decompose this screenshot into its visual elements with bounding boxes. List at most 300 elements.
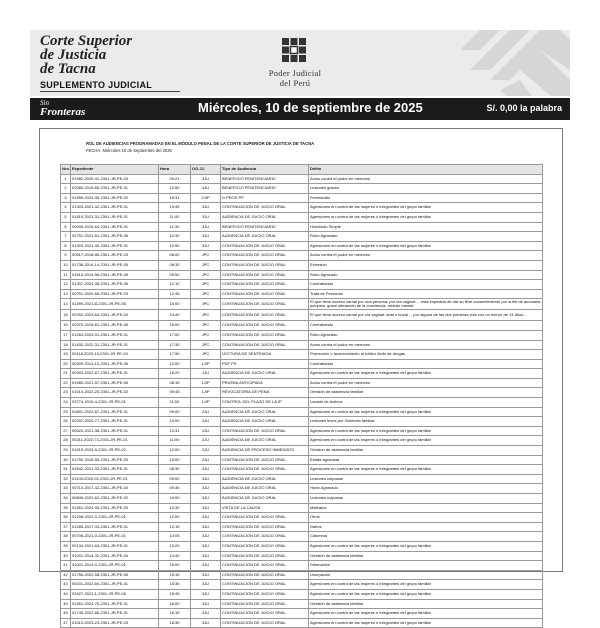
table-cell: Agresiones en contra de las mujeres o integrantes del grupo familiar xyxy=(309,436,543,446)
sin-label: Sin xyxy=(40,99,49,107)
table-row xyxy=(61,513,543,523)
table-cell: 21 xyxy=(61,369,71,379)
table-cell: 6 xyxy=(61,222,71,232)
table-cell: 1JU xyxy=(191,369,221,379)
paper-title-line: de Justicia xyxy=(40,47,107,63)
pj-name-line: Poder Judicial xyxy=(268,68,322,78)
table-row xyxy=(61,551,543,561)
table-cell: 3JU xyxy=(191,212,221,222)
table-cell: CONTINUACION DE JUICIO ORAL xyxy=(221,251,309,261)
table-cell: 01361-2024-75-2301-JR-PE-01 xyxy=(71,599,159,609)
table-cell: CONTINUACION DE JUICIO ORAL xyxy=(221,426,309,436)
column-header: Nro. xyxy=(61,165,71,175)
table-row xyxy=(61,417,543,427)
table-cell: 43 xyxy=(61,580,71,590)
table-cell: 2JU xyxy=(191,436,221,446)
paper-title-line: de Tacna xyxy=(40,61,96,77)
table-cell: AUDIENCIA DE JUICIO ORAL xyxy=(221,494,309,504)
table-cell: CONTINUACION DE JUICIO ORAL xyxy=(221,618,309,628)
supplement-label: SUPLEMENTO JUDICIAL xyxy=(40,80,153,90)
table-cell: CONTINUACION DE JUICIO ORAL xyxy=(221,330,309,340)
table-cell: CONTINUACION DE JUICIO ORAL xyxy=(221,299,309,310)
document-title: ROL DE AUDIENCIAS PROGRAMADAS EN EL MÓDULO PENAL DE LA CORTE SUPERIOR DE JUSTICIA DE TACNA xyxy=(86,141,315,146)
table-cell: 01519-2024-5-2301-JR-PE-02 xyxy=(71,446,159,456)
table-cell: Estafa agravada xyxy=(309,455,543,465)
table-row xyxy=(61,203,543,213)
table-cell: JPC xyxy=(191,260,221,270)
table-cell: 3JU xyxy=(191,561,221,571)
table-row xyxy=(61,359,543,369)
table-cell: AUDIENCIA DE JUICIO ORAL xyxy=(221,474,309,484)
table-cell: 23 xyxy=(61,388,71,398)
table-cell: 11:30 xyxy=(159,222,191,232)
table-cell: Agresiones en contra de las mujeres o integrantes del grupo familiar xyxy=(309,465,543,475)
table-cell: 33 xyxy=(61,484,71,494)
table-row xyxy=(61,369,543,379)
table-row xyxy=(61,455,543,465)
hearings-table xyxy=(60,164,543,628)
table-cell: VISTA DE LA CAUSA xyxy=(221,503,309,513)
table-cell: CONTINUACION DE JUICIO ORAL xyxy=(221,321,309,331)
table-cell: 15:30 xyxy=(159,580,191,590)
table-row xyxy=(61,270,543,280)
table-cell: 01432-2022-31-2301-JR-PE-01 xyxy=(71,340,159,350)
table-cell: 11 xyxy=(61,270,71,280)
table-row xyxy=(61,378,543,388)
table-cell: Agresiones en contra de las mujeres o integrantes del grupo familiar xyxy=(309,589,543,599)
table-cell: 10:31 xyxy=(159,426,191,436)
table-cell: 10 xyxy=(61,260,71,270)
table-cell: 01999-2024-35-2301-JR-PE-02 xyxy=(71,193,159,203)
table-cell: CONTINUACION DE JUICIO ORAL xyxy=(221,203,309,213)
table-cell: 01001-2014-0-2301-JR-PE-01 xyxy=(71,561,159,571)
table-cell: CONTINUACION DE JUICIO ORAL xyxy=(221,541,309,551)
table-cell: JPC xyxy=(191,280,221,290)
table-cell: Robo Agravado xyxy=(309,232,543,242)
table-cell: 01745-2022-66-2301-JR-PE-01 xyxy=(71,609,159,619)
table-cell: 3JU xyxy=(191,513,221,523)
table-cell: 01738-2014-14-2301-JR-PE-05 xyxy=(71,260,159,270)
table-cell: 2JU xyxy=(191,417,221,427)
table-cell: Daños xyxy=(309,522,543,532)
table-cell: Homicidio Simple xyxy=(309,222,543,232)
table-cell: 01208-2022-0-2301-JR-PE-01 xyxy=(71,513,159,523)
table-row xyxy=(61,222,543,232)
table-cell: 3JU xyxy=(191,494,221,504)
table-row xyxy=(61,289,543,299)
table-row xyxy=(61,184,543,194)
table-cell: AUDIENCIA DE JUICIO ORAL xyxy=(221,407,309,417)
table-row xyxy=(61,398,543,408)
table-row xyxy=(61,350,543,360)
table-cell: 3JU xyxy=(191,484,221,494)
column-header: OO.JJ. xyxy=(191,165,221,175)
table-row xyxy=(61,426,543,436)
table-cell: CONTINUACION DE JUICIO ORAL xyxy=(221,589,309,599)
table-cell: Trata de Personas xyxy=(309,289,543,299)
table-cell: 17:50 xyxy=(159,350,191,360)
table-cell: Agresiones en contra de las mujeres o integrantes del grupo familiar xyxy=(309,407,543,417)
table-cell: 2 xyxy=(61,184,71,194)
table-cell: CONTINUACION DE JUICIO ORAL xyxy=(221,455,309,465)
table-cell: 2JU xyxy=(191,446,221,456)
table-cell: CONTINUACION DE JUICIO ORAL xyxy=(221,310,309,321)
table-cell: Otros xyxy=(309,513,543,523)
table-cell: 15:15 xyxy=(159,570,191,580)
table-cell: 09:00 xyxy=(159,407,191,417)
table-cell: 10:00 xyxy=(159,417,191,427)
table-cell: LECTURA DE SENTENCIA xyxy=(221,350,309,360)
table-cell: 3JU xyxy=(191,570,221,580)
table-cell: 3JU xyxy=(191,232,221,242)
table-cell: Lesiones culposas xyxy=(309,474,543,484)
table-cell: 01010-2023-23-2301-JR-PE-03 xyxy=(71,618,159,628)
table-cell: 00431-2022-60-2301-JR-PE-01 xyxy=(71,580,159,590)
table-cell: JPC xyxy=(191,330,221,340)
table-cell: CONTROL DEL PLAZO DE LA IP xyxy=(221,398,309,408)
table-cell: JPC xyxy=(191,310,221,321)
table-cell: CONTINUACION DE JUICIO ORAL xyxy=(221,570,309,580)
table-cell: 12:00 xyxy=(159,359,191,369)
table-cell: CONTINUACION DE JUICIO ORAL xyxy=(221,260,309,270)
table-cell: 20 xyxy=(61,359,71,369)
table-cell: 00517-2018-86-2301-JR-PE-03 xyxy=(71,251,159,261)
column-header: Tipo de Audiencia xyxy=(221,165,309,175)
table-cell: 01264-2023-91-2301-JR-PE-01 xyxy=(71,330,159,340)
table-cell: 3JU xyxy=(191,522,221,532)
table-cell: Agresiones en contra de las mujeres o integrantes del grupo familiar xyxy=(309,609,543,619)
table-cell: JPC xyxy=(191,350,221,360)
masthead xyxy=(30,30,570,96)
table-cell: 00134-2021-63-2301-JR-PE-01 xyxy=(71,541,159,551)
paper-title-line: Corte Superior xyxy=(40,33,133,49)
table-cell: 1JIP xyxy=(191,398,221,408)
table-cell: 5 xyxy=(61,212,71,222)
table-cell: 01610-2014-96-2301-JR-PE-05 xyxy=(71,270,159,280)
table-cell: 09:21 xyxy=(159,174,191,184)
table-cell: 3JU xyxy=(191,203,221,213)
table-cell: Contrabando xyxy=(309,359,543,369)
table-cell: 3JU xyxy=(191,503,221,513)
table-cell: JPC xyxy=(191,340,221,350)
table-row xyxy=(61,532,543,542)
table-cell: CONTINUACION DE JUICIO ORAL xyxy=(221,599,309,609)
table-cell: AUDIENCIA DE JUICIO ORAL xyxy=(221,417,309,427)
table-cell: BENEFICIO PENITENCIARIO xyxy=(221,222,309,232)
poder-judicial-logo-icon xyxy=(280,36,308,64)
table-cell: 14:40 xyxy=(159,551,191,561)
table-cell: 2JU xyxy=(191,455,221,465)
table-cell: Promoción o favorecimiento al tráfico ilícito de drogas xyxy=(309,350,543,360)
table-cell: Robo Agravado xyxy=(309,270,543,280)
decorative-pattern xyxy=(460,30,570,96)
table-cell: 01810-2023-31-2301-JR-PE-01 xyxy=(71,212,159,222)
table-cell: REVOCATORIA DE PENA xyxy=(221,388,309,398)
table-cell: 19 xyxy=(61,350,71,360)
table-cell: 15:00 xyxy=(159,455,191,465)
table-row xyxy=(61,436,543,446)
paper-title xyxy=(40,34,132,76)
table-cell: BENEFICIO PENITENCIARIO xyxy=(221,184,309,194)
table-cell: Agresiones en contra de las mujeres o integrantes del grupo familiar xyxy=(309,618,543,628)
table-cell: 12:50 xyxy=(159,184,191,194)
table-cell: CONTINUACION DE JUICIO ORAL xyxy=(221,340,309,350)
table-cell: 4 xyxy=(61,203,71,213)
table-cell: 10:30 xyxy=(159,503,191,513)
column-header: Delito xyxy=(309,165,543,175)
table-cell: Hurto Agravado xyxy=(309,484,543,494)
table-cell: 08:00 xyxy=(159,251,191,261)
table-cell: 8 xyxy=(61,241,71,251)
table-cell: 30 xyxy=(61,455,71,465)
table-cell: AUDIENCIA DE JUICIO ORAL xyxy=(221,436,309,446)
table-cell: 02080-2015-65-2301-JR-PE-01 xyxy=(71,184,159,194)
table-row xyxy=(61,193,543,203)
table-cell: CONTINUACION DE JUICIO ORAL xyxy=(221,522,309,532)
table-cell: Omisión de asistencia familiar xyxy=(309,551,543,561)
table-cell: JPC xyxy=(191,299,221,310)
table-cell: 27 xyxy=(61,426,71,436)
table-cell: Omisión de asistencia familiar xyxy=(309,446,543,456)
table-row xyxy=(61,340,543,350)
table-cell: 01285-2017-43-2301-JR-PE-01 xyxy=(71,522,159,532)
table-cell: 14 xyxy=(61,299,71,310)
table-row xyxy=(61,589,543,599)
table-cell: 01756-2022-58-2301-JR-PE-06 xyxy=(71,570,159,580)
table-cell: 18 xyxy=(61,340,71,350)
table-cell: 3JU xyxy=(191,174,221,184)
table-cell: 12:50 xyxy=(159,241,191,251)
table-cell: El que tiene acceso carnal por una persona, por vía vaginal ... está impedida de dar su libre consentimiento por sufrir de anomalía psíquica, grave alteración de la conciencia, retardo mental xyxy=(309,299,543,310)
table-row xyxy=(61,561,543,571)
table-cell: AUDIENCIA DE JUICIO ORAL xyxy=(221,212,309,222)
table-cell: 00211-2022-74-2301-JR-PE-01 xyxy=(71,436,159,446)
table-cell: 16 xyxy=(61,321,71,331)
table-cell: 12:15 xyxy=(159,522,191,532)
table-cell: D PROS PP xyxy=(221,193,309,203)
table-cell: 08:30 xyxy=(159,465,191,475)
table-cell: 4JU xyxy=(191,184,221,194)
table-cell: 09:30 xyxy=(159,484,191,494)
table-cell: AUDIENCIA DE PROCESO INMEDIATO xyxy=(221,446,309,456)
table-cell: 13:05 xyxy=(159,532,191,542)
table-cell: 3JU xyxy=(191,465,221,475)
table-cell: 16:00 xyxy=(159,599,191,609)
table-cell: 01105-2020-92-2301-JR-PE-01 xyxy=(71,474,159,484)
table-cell: JPC xyxy=(191,289,221,299)
table-cell: 11:00 xyxy=(159,436,191,446)
table-cell: El que tiene acceso carnal por vía vaginal, anal o bucal ... por alguna de las dos primeras vías con un menor de 14 años... xyxy=(309,310,543,321)
table-cell: Actos contra el pudor en menores xyxy=(309,340,543,350)
table-cell: 15:45 xyxy=(159,589,191,599)
table-cell: 3JU xyxy=(191,609,221,619)
table-cell: 01542-2021-32-2301-JR-PE-01 xyxy=(71,465,159,475)
table-cell: JPC xyxy=(191,270,221,280)
table-cell: 11:00 xyxy=(159,398,191,408)
table-row xyxy=(61,503,543,513)
table-row xyxy=(61,580,543,590)
table-cell: Extorsión xyxy=(309,260,543,270)
table-cell: Lavado de Activos xyxy=(309,398,543,408)
table-cell: Omisión de asistencia familiar xyxy=(309,599,543,609)
table-cell: 2JIP xyxy=(191,193,221,203)
table-cell: 01014-2022-23-2301-JR-PE-02 xyxy=(71,388,159,398)
table-cell: 00370-2015-61-2301-JR-PE-05 xyxy=(71,321,159,331)
table-cell: 00309-2014-10-2301-JR-PE-06 xyxy=(71,359,159,369)
table-cell: 29 xyxy=(61,446,71,456)
table-cell: 00303-2022-67-2301-JR-PE-01 xyxy=(71,369,159,379)
issue-date: Miércoles, 10 de septiembre de 2025 xyxy=(198,100,423,115)
table-cell: 15:31 xyxy=(159,193,191,203)
table-cell: 3JU xyxy=(191,599,221,609)
column-header: Expediente xyxy=(71,165,159,175)
table-cell: 38 xyxy=(61,532,71,542)
table-cell: Omisión de asistencia familiar xyxy=(309,388,543,398)
table-row xyxy=(61,465,543,475)
table-row xyxy=(61,446,543,456)
table-cell: 03774-2015-4-2301-JR-PE-01 xyxy=(71,398,159,408)
table-cell: JPC xyxy=(191,321,221,331)
table-cell: 01303-2021-42-2301-JR-PE-01 xyxy=(71,203,159,213)
table-cell: 00710-2017-42-2301-JR-PE-04 xyxy=(71,484,159,494)
table-cell: 1 xyxy=(61,174,71,184)
price-label: S/. 0,00 la palabra xyxy=(486,103,562,113)
table-cell: 16:30 xyxy=(159,618,191,628)
table-cell: 42 xyxy=(61,570,71,580)
table-cell: PRUEBA ANTICIPADA xyxy=(221,378,309,388)
table-row xyxy=(61,174,543,184)
table-row xyxy=(61,609,543,619)
table-cell: Actos contra el pudor en menores xyxy=(309,378,543,388)
table-row xyxy=(61,484,543,494)
table-cell: 17:30 xyxy=(159,340,191,350)
table-row xyxy=(61,260,543,270)
table-cell: Contrabando xyxy=(309,321,543,331)
table-row xyxy=(61,330,543,340)
table-cell: 09:50 xyxy=(159,270,191,280)
table-cell: 00337-2020-77-2301-JR-PE-01 xyxy=(71,417,159,427)
sin-fronteras-logo xyxy=(40,99,85,117)
table-cell: 00849-2022-62-2301-JR-PE-02 xyxy=(71,494,159,504)
table-row xyxy=(61,541,543,551)
table-cell: 3JU xyxy=(191,541,221,551)
table-cell: Agresiones en contra de las mujeres o integrantes del grupo familiar xyxy=(309,241,543,251)
table-cell: 00708-2021-0-2301-JR-PE-01 xyxy=(71,532,159,542)
table-cell: Agresiones en contra de las mujeres o integrantes del grupo familiar xyxy=(309,203,543,213)
table-cell: 12:10 xyxy=(159,280,191,290)
table-cell: 45 xyxy=(61,599,71,609)
table-cell: Maltratos xyxy=(309,503,543,513)
table-cell: 12:00 xyxy=(159,513,191,523)
table-cell: 15 xyxy=(61,310,71,321)
table-cell: Actos contra el pudor en menores xyxy=(309,251,543,261)
table-cell: 25 xyxy=(61,407,71,417)
table-cell: 3JU xyxy=(191,589,221,599)
table-cell: Actos contra el pudor en menores xyxy=(309,174,543,184)
table-cell: 37 xyxy=(61,522,71,532)
table-cell: 31 xyxy=(61,465,71,475)
table-cell: 17 xyxy=(61,330,71,340)
table-cell: CONTINUACION DE JUICIO ORAL xyxy=(221,561,309,571)
table-cell: 3JU xyxy=(191,222,221,232)
table-cell: 13 xyxy=(61,289,71,299)
table-cell: JPC xyxy=(191,251,221,261)
table-cell: 10:00 xyxy=(159,494,191,504)
table-row xyxy=(61,212,543,222)
table-cell: 2JU xyxy=(191,407,221,417)
table-row xyxy=(61,310,543,321)
table-cell: PDF PS xyxy=(221,359,309,369)
table-cell: 01980-2021-57-2301-JR-PE-06 xyxy=(71,378,159,388)
table-cell: Agresiones en contra de las mujeres o integrantes del grupo familiar xyxy=(309,212,543,222)
table-cell: CONTINUACION DE JUICIO ORAL xyxy=(221,280,309,290)
table-cell: 03427-2021-1-2301-JR-PE-06 xyxy=(71,589,159,599)
table-cell: 00891-2022-87-2301-JR-PE-01 xyxy=(71,407,159,417)
table-cell: 2JU xyxy=(191,426,221,436)
table-cell: 14:40 xyxy=(159,310,191,321)
table-cell: Difamación xyxy=(309,561,543,571)
table-row xyxy=(61,251,543,261)
table-cell: 1JIP xyxy=(191,359,221,369)
table-cell: CONTINUACION DE JUICIO ORAL xyxy=(221,465,309,475)
table-cell: AUDIENCIA DE JUICIO ORAL xyxy=(221,484,309,494)
table-cell: 44 xyxy=(61,589,71,599)
fronteras-label: Fronteras xyxy=(40,106,86,118)
table-row xyxy=(61,299,543,310)
table-cell: 11:00 xyxy=(159,212,191,222)
table-row xyxy=(61,280,543,290)
table-cell: 01982-2020-41-2301-JR-PE-03 xyxy=(71,174,159,184)
table-cell: 39 xyxy=(61,541,71,551)
table-cell: 01307-2024-38-2301-JR-PE-06 xyxy=(71,280,159,290)
table-row xyxy=(61,618,543,628)
table-cell: 24 xyxy=(61,398,71,408)
table-cell: 3JU xyxy=(191,551,221,561)
table-cell: 09:00 xyxy=(159,474,191,484)
table-cell: 47 xyxy=(61,618,71,628)
table-row xyxy=(61,232,543,242)
table-row xyxy=(61,241,543,251)
table-cell: Contrabando xyxy=(309,280,543,290)
table-cell: 08:30 xyxy=(159,260,191,270)
table-cell: 17:00 xyxy=(159,330,191,340)
table-cell: 35 xyxy=(61,503,71,513)
table-row xyxy=(61,321,543,331)
table-header-row xyxy=(61,165,543,175)
table-cell: CONTINUACION DE JUICIO ORAL xyxy=(221,580,309,590)
table-cell: 12:45 xyxy=(159,289,191,299)
table-cell: 12:00 xyxy=(159,446,191,456)
table-cell: Feminicidio xyxy=(309,193,543,203)
table-cell: 09:45 xyxy=(159,388,191,398)
table-cell: Lesiones culposas xyxy=(309,494,543,504)
table-cell: 15:00 xyxy=(159,321,191,331)
table-cell: 3JU xyxy=(191,580,221,590)
table-cell: 3JU xyxy=(191,474,221,484)
table-cell: 15:00 xyxy=(159,561,191,571)
table-cell: CONTINUACION DE JUICIO ORAL xyxy=(221,609,309,619)
table-cell: 46 xyxy=(61,609,71,619)
table-cell: 16:15 xyxy=(159,609,191,619)
table-cell: Robo Agravado xyxy=(309,330,543,340)
table-cell: 7 xyxy=(61,232,71,242)
table-cell: 36 xyxy=(61,513,71,523)
table-cell: Agresiones en contra de las mujeres o integrantes del grupo familiar xyxy=(309,580,543,590)
table-row xyxy=(61,599,543,609)
table-cell: Agresiones en contra de las mujeres o integrantes del grupo familiar xyxy=(309,369,543,379)
table-cell: 13:20 xyxy=(159,541,191,551)
table-cell: 00762-2023-64-2301-JR-PE-04 xyxy=(71,310,159,321)
